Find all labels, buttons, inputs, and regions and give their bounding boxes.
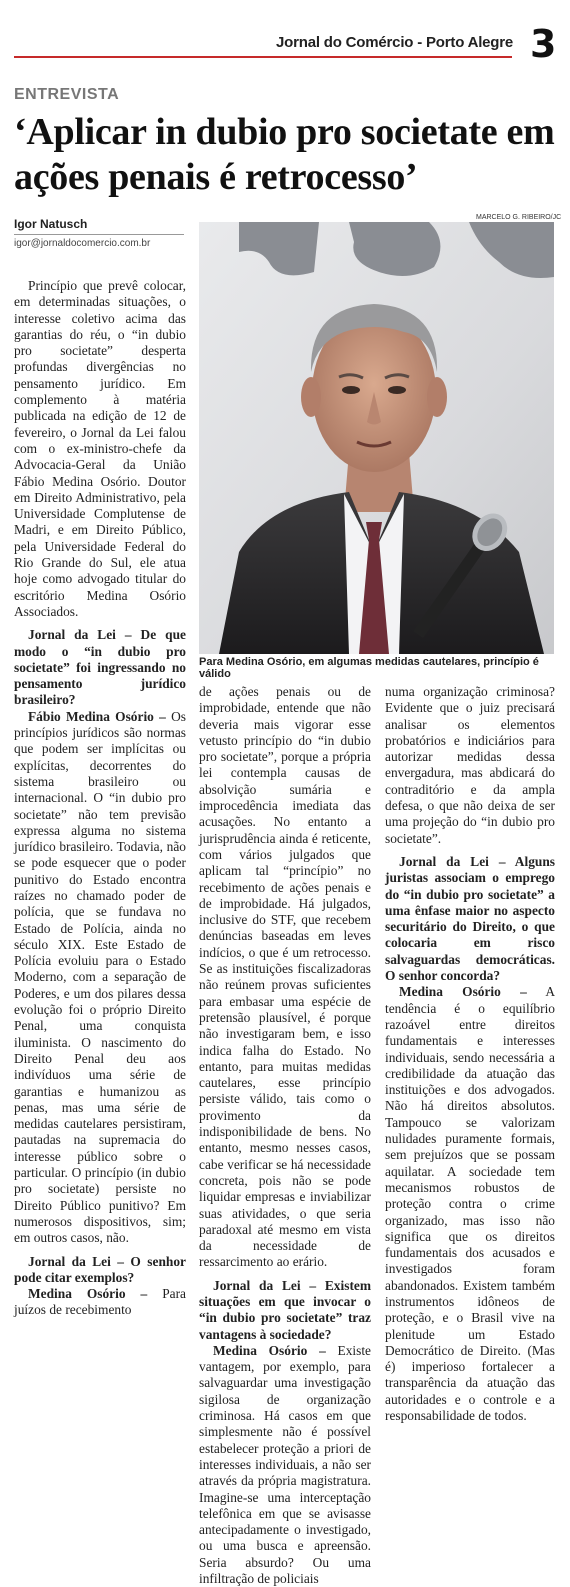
article-column-1 bbox=[14, 278, 186, 1319]
answer-4-text: A tendência é o equilíbrio razoável entre direitos fundamentais e interesses individuais, sendo necessária a credibilidade da atuação das instituições e dos advogados. Não há direitos absolutos. Tampouco se valorizam nulidades puramente formais, sem prejuízos que se possam aquilatar. A sociedade tem mecanismos robustos de proteção contra o crime organizado, mas isso não significa que os direitos fundamentais dos acusados e investigados foram abandonados. Existem também instrumentos idôneos de proteção, e o Brasil vive na plenitude um Estado Democrático de Direito. (Mas é) imperioso fortalecer a transparência da atuação das autoridades e o controle e a responsabilidade de todos. bbox=[385, 984, 556, 1424]
article-column-3 bbox=[385, 684, 555, 1424]
answer-2-continued-text: de ações penais ou de improbidade, entende que não deveria mais vigorar esse vetusto princípio do “in dubio pro societate”, porque a própria lei contempla causas de absolvição sumária e improcedência imediata das acusações. No entanto a jurisprudência ainda é reticente, com vários julgados que aplicam tal “princípio” no recebimento de ações penais e de improbidade. Há julgados, inclusive do STF, que recebem denúncias baseadas em leves indícios, o que é um retrocesso. Se as instituições fiscalizadoras não reúnem provas suficientes para embasar uma espécie de pretensão plausível, é porque não investigaram bem, e isso indica falha do Estado. No entanto, para muitas medidas cautelares, esse princípio persiste válido, tais como o provimento da indisponibilidade de bens. No entanto, mesmo nesses casos, cabe verificar se há necessidade concreta, pois não se pode liquidar empresas e inviabilizar suas atividades, o que seria paradoxal até mesmo em vista da necessidade de ressarcimento ao erário. bbox=[199, 684, 371, 1270]
masthead-rule bbox=[14, 56, 512, 58]
headline: ‘Aplicar in dubio pro societate em ações penais é retrocesso’ bbox=[14, 111, 555, 198]
answer-2-continued bbox=[199, 684, 371, 1271]
answer-3-continued bbox=[385, 684, 555, 847]
answer-2-speaker: Medina Osório – bbox=[28, 1286, 148, 1302]
answer-1 bbox=[14, 709, 186, 1247]
question-4: Jornal da Lei – Alguns juristas associam o emprego do “in dubio pro societate” a uma ênfase maior no aspecto securitário do Direito, o que colocaria em risco salvaguardas democráticas. O senhor concorda? bbox=[385, 853, 555, 984]
question-1: Jornal da Lei – De que modo o “in dubio pro societate” foi ingressando no pensamento jurídico brasileiro? bbox=[14, 627, 186, 708]
author-email: igor@jornaldocomercio.com.br bbox=[14, 238, 151, 249]
publication-name: Jornal do Comércio - Porto Alegre bbox=[276, 34, 514, 51]
answer-3-continued-text: numa organização criminosa? Evidente que o juiz precisará analisar os elementos probatórios e indiciários para autorizar medidas dessa envergadura, mas abdicará do contraditório e da ampla defesa, o que não deixa de ser uma projeção do “in dubio pro societate”. bbox=[385, 684, 555, 846]
answer-4-speaker: Medina Osório – bbox=[399, 984, 527, 1000]
answer-4 bbox=[385, 984, 555, 1424]
answer-3 bbox=[199, 1343, 371, 1587]
answer-3-speaker: Medina Osório – bbox=[213, 1342, 326, 1358]
question-2: Jornal da Lei – O senhor pode citar exemplos? bbox=[14, 1253, 186, 1285]
interview-photo bbox=[199, 222, 554, 654]
author-rule bbox=[14, 234, 184, 235]
masthead bbox=[0, 0, 570, 74]
section-label: ENTREVISTA bbox=[14, 86, 120, 103]
article-column-2 bbox=[199, 684, 371, 1587]
answer-1-speaker: Fábio Medina Osório – bbox=[28, 708, 166, 724]
author-name: Igor Natusch bbox=[14, 217, 88, 231]
article-intro: Princípio que prevê colocar, em determinadas situações, o interesse coletivo acima das garantias do réu, o “in dubio pro societate” desperta profundas divergências no pensamento jurídico. Em complemento à matéria publicada na edição de 12 de fevereiro, o Jornal da Lei falou com o ex-ministro-chefe da Advocacia-Geral da União Fábio Medina Osório. Doutor em Direito Administrativo, pela Universidade Complutense de Madri, e em Direito Público, pela Universidade Federal do Rio Grande do Sul, ele atua hoje como advogado titular do escritório Medina Osório Associados. bbox=[14, 278, 186, 619]
answer-1-text: Os princípios jurídicos são normas que podem ser implícitas ou explícitas, decorrentes do sistema brasileiro ou internacional. O “in dubio pro societate” não tem previsão expressa alguma no sistema jurídico brasileiro. Todavia, não se pode esquecer que o poder punitivo do Estado encontra raízes no chamado poder de polícia, que se fundava no Estado de Polícia, ainda no século XIX. Este Estado de Polícia evoluiu para o Estado Moderno, com a separação de Poderes, e um dos pilares dessa evolução foi o próprio Direito Penal, uma conquista iluminista. O nascimento do Direito Penal deu aos indivíduos uma série de garantias e humanizou as penas, mas uma série de medidas cautelares persistiram, pautadas na supremacia do interesse público sobre o particular. O princípio (in dubio pro societate) persiste no Direito Público punitivo? Em numerosos dispositivos, sim; em outros casos, não. bbox=[14, 708, 186, 1246]
question-3: Jornal da Lei – Existem situações em que invocar o “in dubio pro societate” traz vantagens à sociedade? bbox=[199, 1277, 371, 1342]
photo-caption: Para Medina Osório, em algumas medidas cautelares, princípio é válido bbox=[199, 656, 539, 680]
answer-2-start bbox=[14, 1286, 186, 1319]
answer-3-text: Existe vantagem, por exemplo, para salvaguardar uma investigação sigilosa de organização criminosa. Há casos em que simplesmente não é possível estabelecer proteção a priori de interesses individuais, a não ser através da própria magistratura. Imagine-se uma interceptação telefônica em que se avisasse antecipadamente o investigado, ou uma busca e apreensão. Seria absurdo? Ou uma infiltração de policiais bbox=[199, 1342, 372, 1587]
answer-2-text: Para juízos de recebimento bbox=[14, 1286, 186, 1318]
page-number: 3 bbox=[530, 22, 557, 66]
photo-credit: MARCELO G. RIBEIRO/JC bbox=[476, 214, 562, 221]
